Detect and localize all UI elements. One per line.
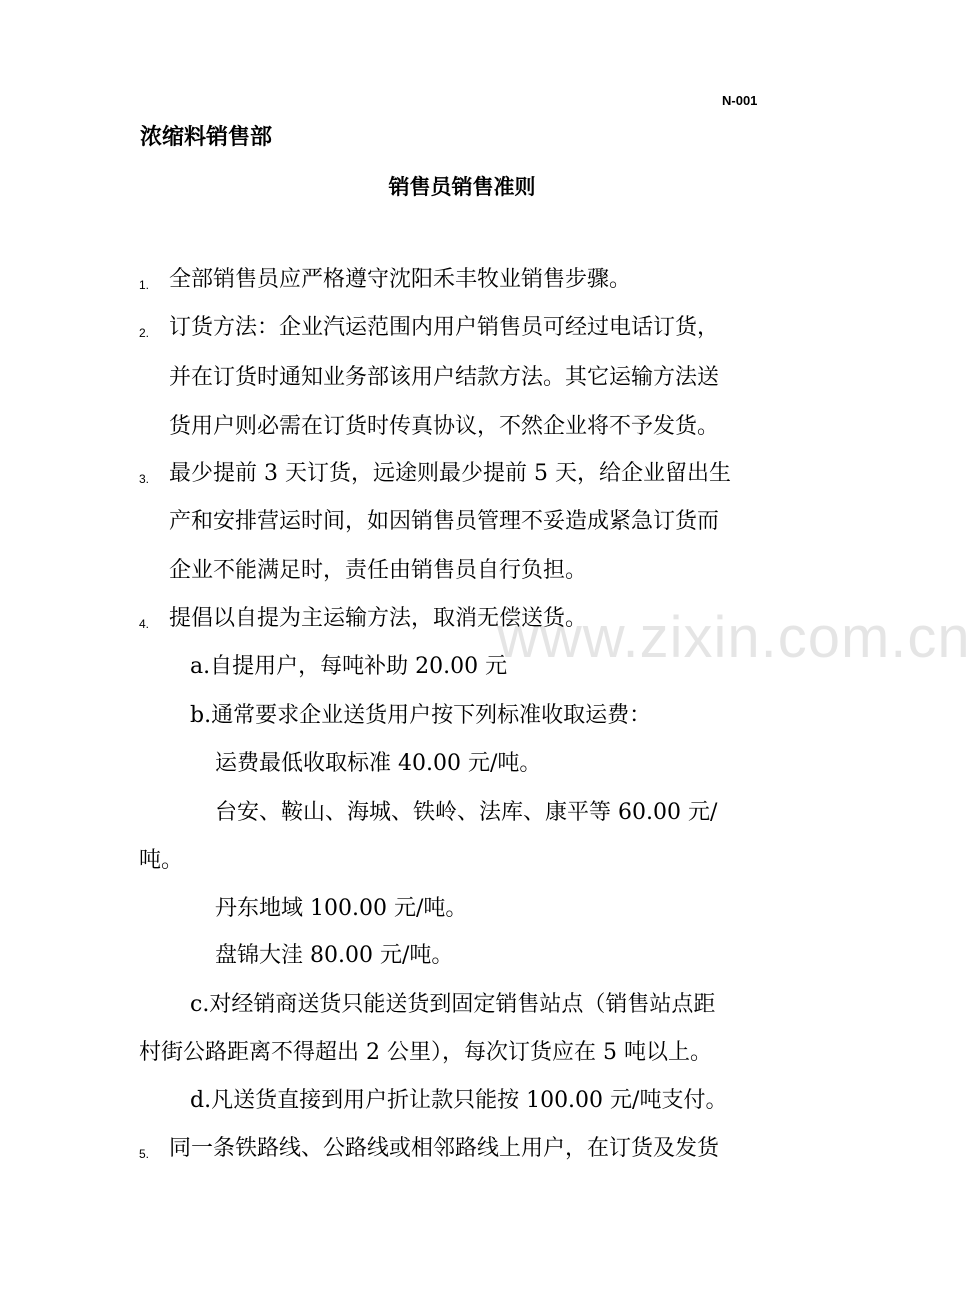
sub-item-c-continued: 村街公路距离不得超出 2 公里），每次订货应在 5 吨以上。 bbox=[139, 1040, 712, 1065]
item-4-line: 提倡以自提为主运输方法，取消无偿送货。 bbox=[169, 606, 588, 631]
item-number: 2. bbox=[139, 326, 150, 340]
fee-taian-continued: 吨。 bbox=[139, 848, 184, 873]
item-number: 1. bbox=[139, 278, 150, 292]
document-title: 销售员销售准则 bbox=[388, 175, 536, 199]
watermark: www.zixin.com.cn bbox=[497, 605, 971, 670]
item-number: 5. bbox=[139, 1147, 150, 1161]
item-2-line: 货用户则必需在订货时传真协议，不然企业将不予发货。 bbox=[169, 414, 720, 439]
item-2-line: 并在订货时通知业务部该用户结款方法。其它运输方法送 bbox=[169, 365, 720, 390]
item-3-line: 最少提前 3 天订货，远途则最少提前 5 天，给企业留出生 bbox=[169, 461, 731, 486]
item-3-line: 产和安排营运时间，如因销售员管理不妥造成紧急订货而 bbox=[169, 509, 720, 534]
sub-item-b: b.通常要求企业送货用户按下列标准收取运费： bbox=[190, 703, 652, 728]
item-3-line: 企业不能满足时，责任由销售员自行负担。 bbox=[169, 558, 588, 583]
item-number: 3. bbox=[139, 472, 150, 486]
fee-dandong: 丹东地域 100.00 元/吨。 bbox=[215, 896, 468, 921]
item-number: 4. bbox=[139, 617, 150, 631]
fee-taian: 台安、鞍山、海城、铁岭、法库、康平等 60.00 元/ bbox=[215, 800, 718, 825]
sub-item-d: d.凡送货直接到用户折让款只能按 100.00 元/吨支付。 bbox=[190, 1088, 728, 1113]
fee-minimum: 运费最低收取标准 40.00 元/吨。 bbox=[215, 751, 542, 776]
item-2-line: 订货方法：企业汽运范围内用户销售员可经过电话订货， bbox=[169, 315, 720, 340]
document-code: N-001 bbox=[722, 93, 758, 108]
item-5-line: 同一条铁路线、公路线或相邻路线上用户，在订货及发货 bbox=[169, 1136, 720, 1161]
sub-item-c: c.对经销商送货只能送货到固定销售站点（销售站点距 bbox=[190, 992, 716, 1017]
department-name: 浓缩料销售部 bbox=[140, 125, 273, 150]
item-1-line: 全部销售员应严格遵守沈阳禾丰牧业销售步骤。 bbox=[169, 267, 632, 292]
fee-panjin: 盘锦大洼 80.00 元/吨。 bbox=[215, 943, 454, 968]
sub-item-a: a.自提用户，每吨补助 20.00 元 bbox=[190, 654, 508, 679]
